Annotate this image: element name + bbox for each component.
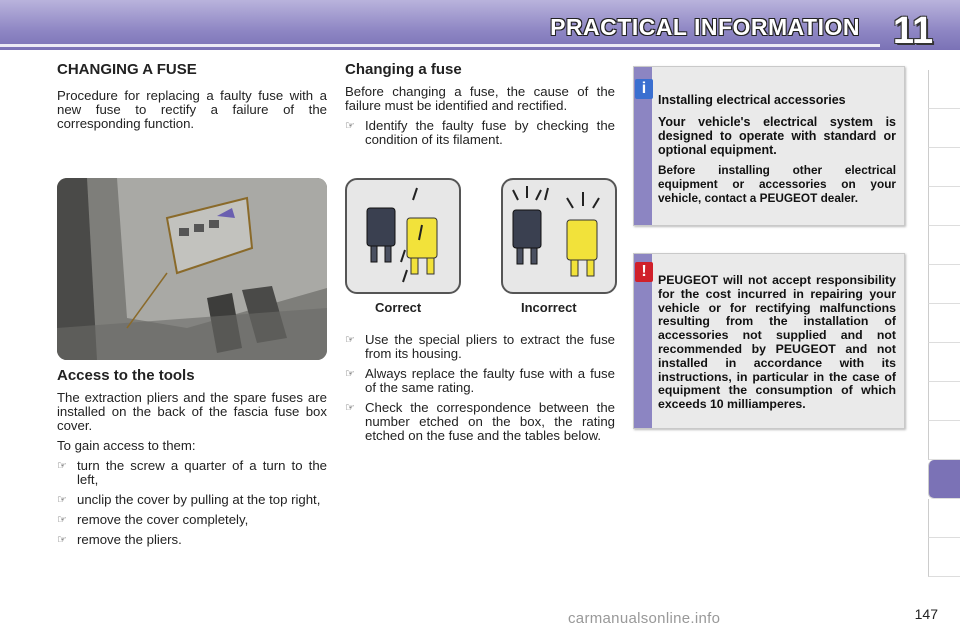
chapter-tab[interactable] (928, 538, 960, 577)
intro-text: Procedure for replacing a faulty fuse with a new fuse to rectify a failure of the corresponding function. (57, 88, 327, 131)
caption-incorrect: Incorrect (521, 300, 577, 315)
changing-fuse-heading: Changing a fuse (345, 61, 462, 78)
identify-list (345, 119, 615, 147)
fuse-incorrect-icon (503, 180, 615, 292)
watermark-text: carmanualsonline.info (568, 610, 721, 627)
pointing-hand-icon: ☞ (345, 402, 355, 414)
pointing-hand-icon: ☞ (57, 460, 67, 472)
chapter-tab-active[interactable] (928, 460, 960, 499)
chapter-tab[interactable] (928, 421, 960, 460)
replace-steps-list (345, 333, 615, 443)
info-box-para1: Your vehicle's electrical system is designed to operate with standard or optional equipment. (658, 115, 896, 157)
pointing-hand-icon: ☞ (345, 334, 355, 346)
fuse-correct-illustration (345, 178, 461, 294)
tools-heading: Access to the tools (57, 367, 195, 384)
info-box-content (658, 67, 904, 213)
tools-steps-list (57, 459, 327, 547)
list-item (57, 459, 327, 487)
chapter-tab[interactable] (928, 187, 960, 226)
chapter-tab[interactable] (928, 382, 960, 421)
list-item (345, 367, 615, 395)
info-icon: i (635, 79, 653, 99)
chapter-tab[interactable] (928, 226, 960, 265)
list-item (57, 513, 327, 527)
header-title: PRACTICAL INFORMATION (550, 14, 860, 40)
chapter-tab[interactable] (928, 109, 960, 148)
info-box-para2: Before installing other electrical equipment or accessories on your vehicle, contact a PEUGEOT dealer. (658, 163, 896, 205)
access-text: To gain access to them: (57, 438, 196, 453)
list-item-text: turn the screw a quarter of a turn to the left, (77, 458, 327, 487)
list-item-text: remove the cover completely, (77, 512, 249, 527)
left-column-bottom (57, 369, 327, 553)
chapter-tab[interactable] (928, 148, 960, 187)
chapter-tab[interactable] (928, 499, 960, 538)
warning-box (633, 253, 905, 429)
info-box (633, 66, 905, 226)
caption-correct: Correct (375, 300, 422, 315)
chapter-tab[interactable] (928, 304, 960, 343)
chapter-tab[interactable] (928, 343, 960, 382)
chapter-tab[interactable] (928, 265, 960, 304)
chapter-tab[interactable] (928, 70, 960, 109)
fascia-photo (57, 178, 327, 360)
changing-fuse-intro: Before changing a fuse, the cause of the failure must be identified and rectified. (345, 84, 615, 113)
list-item-text: Use the special pliers to extract the fuse from its housing. (365, 332, 615, 361)
header-rule (0, 44, 880, 47)
list-item-text: Identify the faulty fuse by checking the condition of its filament. (365, 118, 615, 147)
page-number: 147 (914, 606, 938, 622)
fascia-illustration (57, 178, 327, 360)
pointing-hand-icon: ☞ (57, 514, 67, 526)
info-box-title: Installing electrical accessories (658, 93, 846, 107)
list-item (345, 333, 615, 361)
chapter-tabs (928, 70, 960, 575)
fuse-incorrect-illustration (501, 178, 617, 294)
list-item-text: remove the pliers. (77, 532, 182, 547)
list-item (345, 401, 615, 443)
tools-text: The extraction pliers and the spare fuses are installed on the back of the fascia fuse box cover. (57, 390, 327, 433)
pointing-hand-icon: ☞ (57, 534, 67, 546)
pointing-hand-icon: ☞ (345, 368, 355, 380)
pointing-hand-icon: ☞ (345, 120, 355, 132)
chapter-number: 11 (892, 10, 934, 52)
list-item (57, 493, 327, 507)
list-item (345, 119, 615, 147)
section-heading: CHANGING A FUSE (57, 61, 197, 78)
fuse-correct-icon (347, 180, 459, 292)
left-column-top (57, 63, 327, 137)
warning-box-text: PEUGEOT will not accept responsibility for the cost incurred in repairing your vehicle or for rectifying malfunctions resulting from the installation of accessories not supplied and not recommended by PEUGEOT and not installed in accordance with its instructions, in particular in the case of equipment the consumption of which exceeds 10 milliamperes. (658, 273, 896, 412)
list-item (57, 533, 327, 547)
list-item-text: Always replace the faulty fuse with a fuse of the same rating. (365, 366, 615, 395)
middle-column-bottom (345, 333, 615, 449)
list-item-text: unclip the cover by pulling at the top right, (77, 492, 321, 507)
list-item-text: Check the correspondence between the number etched on the box, the rating etched on the fuse and the tables below. (365, 400, 615, 443)
pointing-hand-icon: ☞ (57, 494, 67, 506)
middle-column-top (345, 63, 615, 153)
warning-icon: ! (635, 262, 653, 282)
